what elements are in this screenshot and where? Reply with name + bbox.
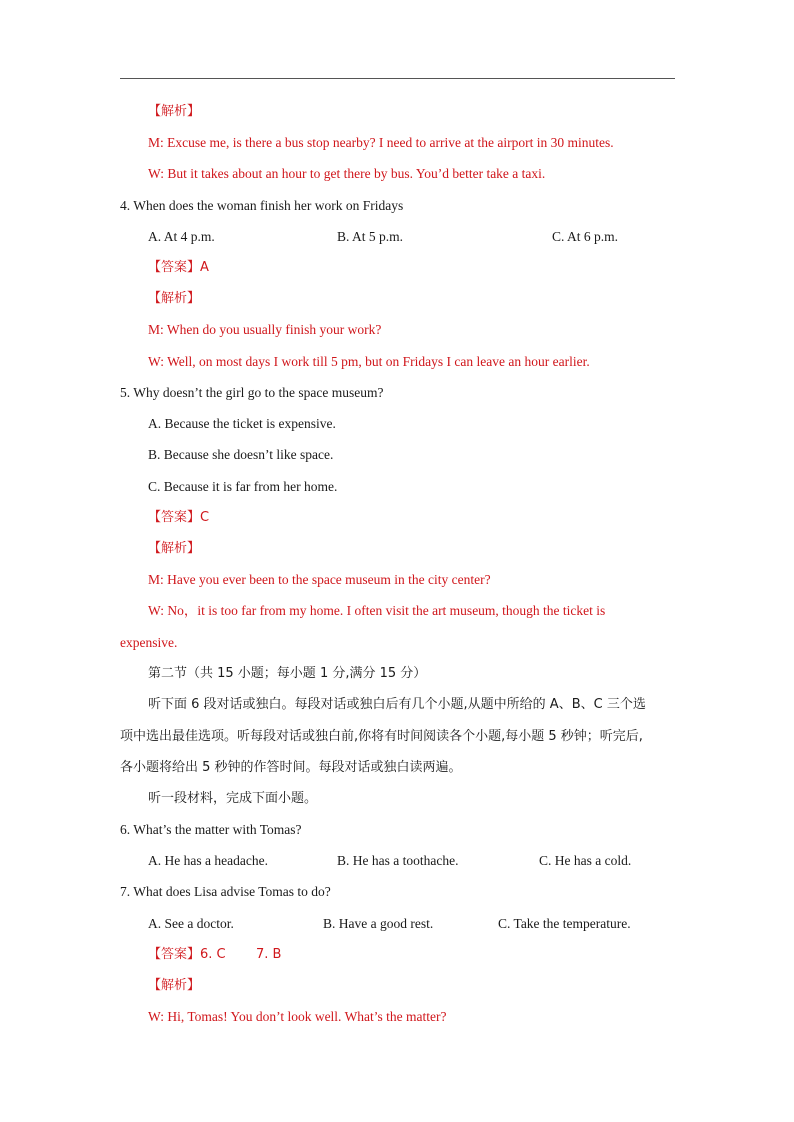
analysis-label: 【解析】 [148,978,201,993]
dialogue-line: W: Hi, Tomas! You don’t look well. What’s the matter? [148,1009,447,1024]
option-b: B. He has a toothache. [337,853,459,868]
dialogue-line: W: Well, on most days I work till 5 pm, but on Fridays I can leave an hour earlier. [148,354,590,369]
question-5: 5. Why doesn’t the girl go to the space museum? [120,385,384,400]
dialogue-line: W: But it takes about an hour to get there by bus. You’d better take a taxi. [148,166,546,181]
question-6: 6. What’s the matter with Tomas? [120,822,302,837]
question-4: 4. When does the woman finish her work on Fridays [120,198,404,213]
question-7: 7. What does Lisa advise Tomas to do? [120,884,331,899]
option-c: C. Take the temperature. [498,916,631,931]
listen-instruction: 听一段材料，完成下面小题。 [148,791,318,806]
option-c: C. Because it is far from her home. [148,479,338,494]
option-b: B. At 5 p.m. [337,229,404,244]
header-rule [120,78,675,79]
answer-label-7: 7. B [256,947,282,962]
instruction-line: 听下面 6 段对话或独白。每段对话或独白后有几个小题,从题中所给的 A、B、C 三个选 [148,697,646,712]
instruction-line: 各小题将给出 5 秒钟的作答时间。每段对话或独白读两遍。 [120,760,462,775]
dialogue-line: M: When do you usually finish your work? [148,322,382,337]
analysis-label: 【解析】 [148,541,201,556]
analysis-label: 【解析】 [148,104,201,119]
option-c: C. He has a cold. [539,853,632,868]
option-a: A. At 4 p.m. [148,229,215,244]
answer-label: 【答案】C [148,510,210,525]
dialogue-line: W: No，it is too far from my home. I often visit the art museum, though the ticket is [148,603,606,618]
instruction-line: 项中选出最佳选项。听每段对话或独白前,你将有时间阅读各个小题,每小题 5 秒钟；听完后, [120,729,643,744]
option-b: B. Have a good rest. [323,916,434,931]
answer-label: 【答案】6. C [148,947,226,962]
option-a: A. He has a headache. [148,853,268,868]
option-c: C. At 6 p.m. [552,229,619,244]
dialogue-line: M: Excuse me, is there a bus stop nearby? I need to arrive at the airport in 30 minutes. [148,135,614,150]
option-a: A. See a doctor. [148,916,234,931]
analysis-label: 【解析】 [148,291,201,306]
option-b: B. Because she doesn’t like space. [148,447,334,462]
dialogue-line: expensive. [120,635,178,650]
answer-label: 【答案】A [148,260,209,275]
section-heading: 第二节（共 15 小题；每小题 1 分,满分 15 分） [148,666,427,681]
option-a: A. Because the ticket is expensive. [148,416,336,431]
dialogue-line: M: Have you ever been to the space museum in the city center? [148,572,491,587]
